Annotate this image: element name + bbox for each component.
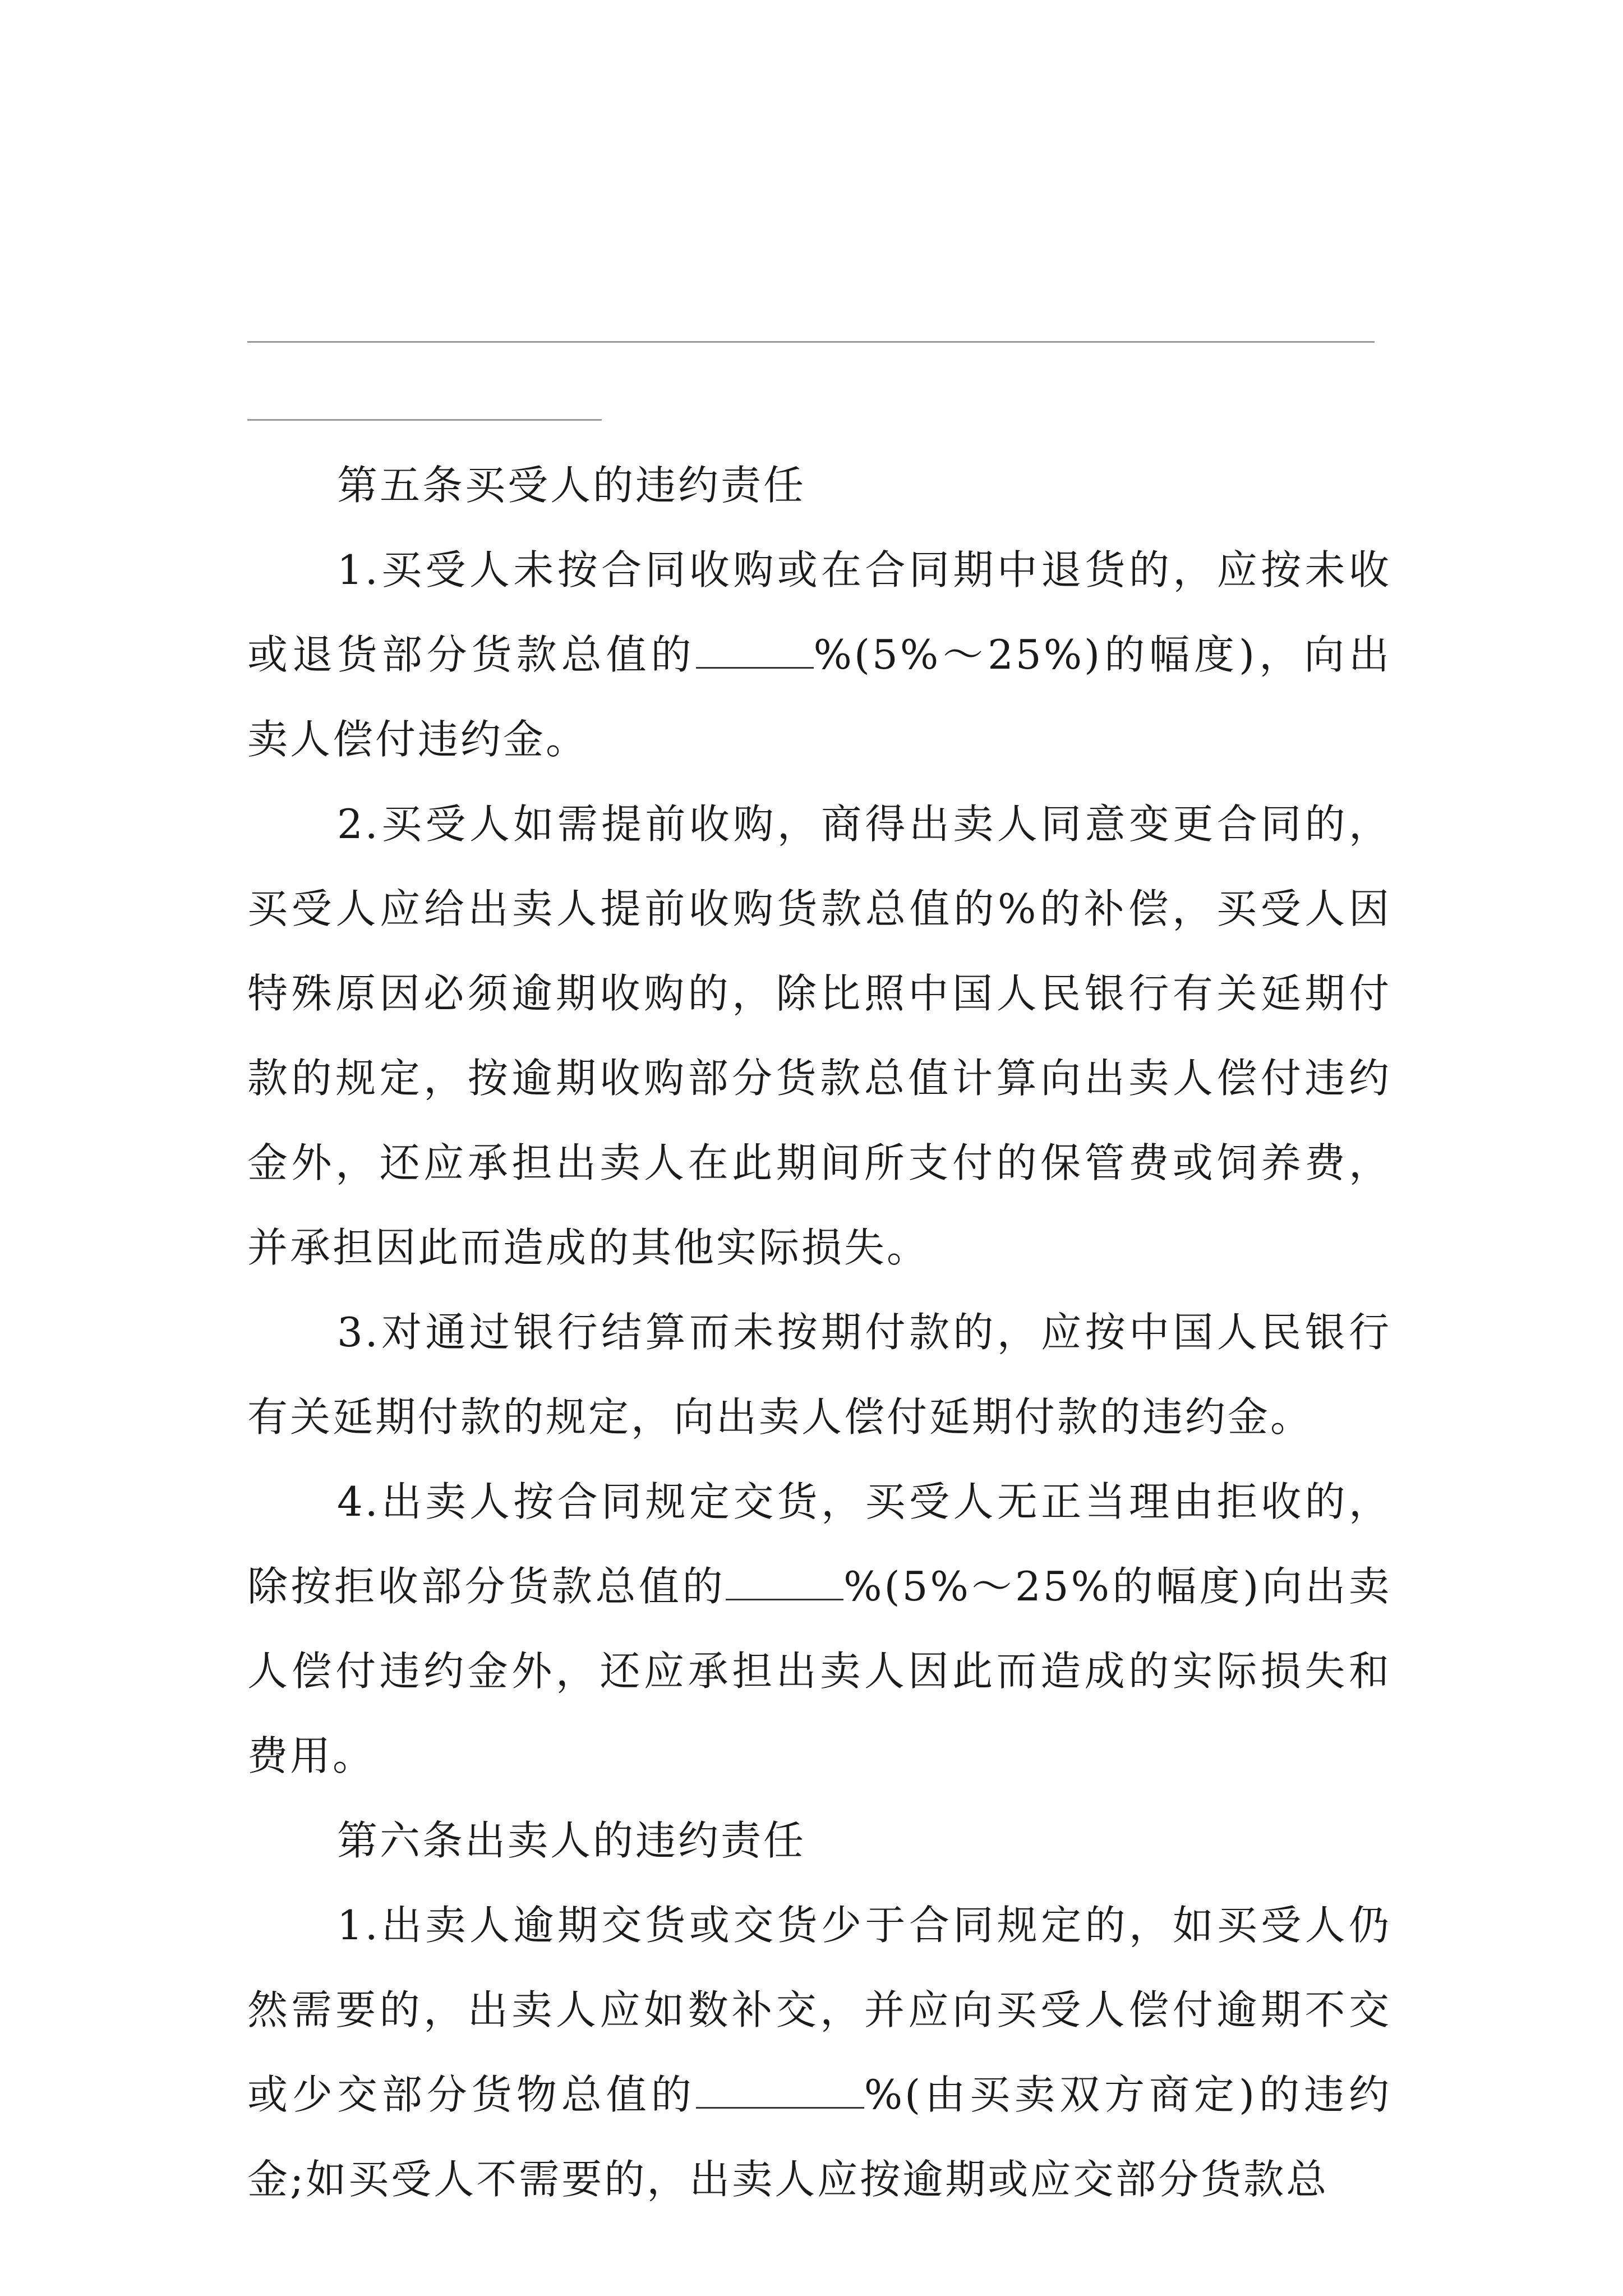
document-body <box>247 443 1391 2222</box>
clause-5-4 <box>247 1460 1391 1798</box>
clause-5-4-text-before: 4.出卖人按合同规定交货，买受人无正当理由拒收的，除按拒收部分货款总值的 <box>247 1478 1391 1610</box>
clause-6-1-text-after: %(由买卖双方商定)的违约金;如买受人不需要的，出卖人应按逾期或应交部分货款总 <box>247 2071 1391 2203</box>
section-heading-6: 第六条出卖人的违约责任 <box>337 1817 806 1864</box>
clause-5-2: 2.买受人如需提前收购，商得出卖人同意变更合同的，买受人应给出卖人提前收购货款总值的%的补偿，买受人因特殊原因必须逾期收购的，除比照中国人民银行有关延期付款的规定，按逾期收购部分货款总值计算向出卖人偿付违约金外，还应承担出卖人在此期间所支付的保管费或饲养费，并承担因此而造成的其他实际损失。 <box>247 800 1391 1271</box>
clause-5-4-text-after: %(5%～25%的幅度)向出卖人偿付违约金外，还应承担出卖人因此而造成的实际损失和费用。 <box>247 1563 1391 1779</box>
blank-fill-line <box>696 631 814 669</box>
clause-5-1-text-after: %(5%～25%)的幅度)，向出卖人偿付违约金。 <box>247 631 1391 763</box>
blank-fill-line <box>726 1562 843 1600</box>
clause-6-1 <box>247 1883 1391 2222</box>
blank-fill-line <box>696 2070 864 2109</box>
clause-5-3: 3.对通过银行结算而未按期付款的，应按中国人民银行有关延期付款的规定，向出卖人偿付延期付款的违约金。 <box>247 1309 1391 1441</box>
top-divider-line <box>247 341 1375 343</box>
clause-5-1-text-before: 1.买受人未按合同收购或在合同期中退货的，应按未收或退货部分货款总值的 <box>247 546 1391 678</box>
clause-5-1 <box>247 528 1391 782</box>
section-heading-5: 第五条买受人的违约责任 <box>337 462 806 509</box>
short-divider-line <box>247 419 602 421</box>
clause-6-1-text-before: 1.出卖人逾期交货或交货少于合同规定的，如买受人仍然需要的，出卖人应如数补交，并应向买受人偿付逾期不交或少交部分货物总值的 <box>247 1902 1391 2118</box>
